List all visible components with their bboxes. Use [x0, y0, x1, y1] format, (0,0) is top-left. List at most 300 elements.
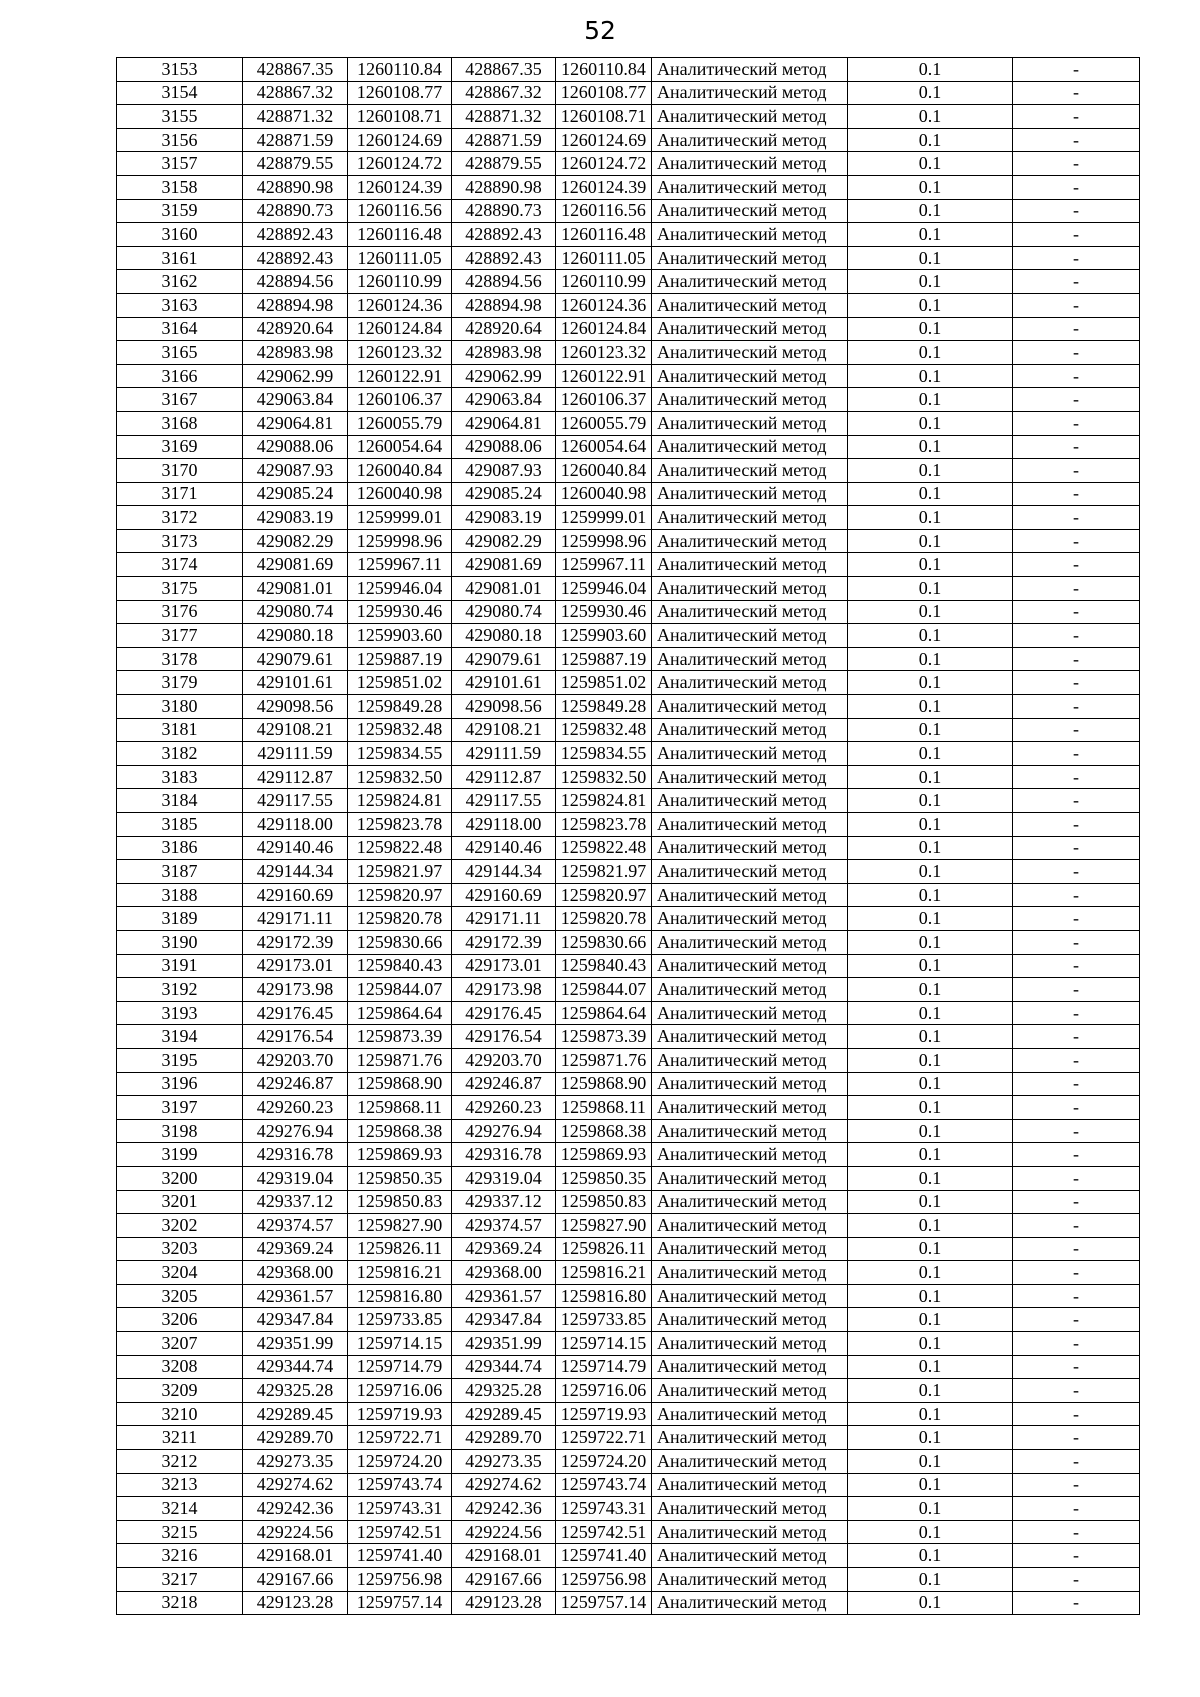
point-number-cell: 3194 [117, 1025, 243, 1049]
y-old-cell: 1259724.20 [348, 1450, 452, 1474]
note-cell: - [1013, 1119, 1140, 1143]
method-cell: Аналитический метод [652, 506, 848, 530]
y-old-cell: 1259871.76 [348, 1048, 452, 1072]
table-row [117, 1166, 1140, 1190]
method-cell: Аналитический метод [652, 175, 848, 199]
y-new-cell: 1260124.84 [556, 317, 652, 341]
y-old-cell: 1260055.79 [348, 411, 452, 435]
x-old-cell: 429087.93 [243, 459, 348, 483]
x-old-cell: 429101.61 [243, 671, 348, 695]
y-old-cell: 1260124.39 [348, 175, 452, 199]
table-row [117, 1001, 1140, 1025]
y-new-cell: 1259849.28 [556, 695, 652, 719]
method-cell: Аналитический метод [652, 860, 848, 884]
accuracy-cell: 0.1 [848, 813, 1013, 837]
table-row [117, 1591, 1140, 1615]
y-old-cell: 1259887.19 [348, 647, 452, 671]
y-new-cell: 1259821.97 [556, 860, 652, 884]
y-new-cell: 1259830.66 [556, 930, 652, 954]
x-old-cell: 429274.62 [243, 1473, 348, 1497]
method-cell: Аналитический метод [652, 1284, 848, 1308]
method-cell: Аналитический метод [652, 600, 848, 624]
accuracy-cell: 0.1 [848, 1119, 1013, 1143]
method-cell: Аналитический метод [652, 388, 848, 412]
y-new-cell: 1259824.81 [556, 789, 652, 813]
note-cell: - [1013, 1166, 1140, 1190]
x-old-cell: 429171.11 [243, 907, 348, 931]
y-old-cell: 1259714.79 [348, 1355, 452, 1379]
x-old-cell: 429369.24 [243, 1237, 348, 1261]
accuracy-cell: 0.1 [848, 978, 1013, 1002]
table-row [117, 1402, 1140, 1426]
y-old-cell: 1259824.81 [348, 789, 452, 813]
table-row [117, 1072, 1140, 1096]
note-cell: - [1013, 954, 1140, 978]
method-cell: Аналитический метод [652, 1497, 848, 1521]
accuracy-cell: 0.1 [848, 1166, 1013, 1190]
y-old-cell: 1259830.66 [348, 930, 452, 954]
accuracy-cell: 0.1 [848, 529, 1013, 553]
y-new-cell: 1259820.78 [556, 907, 652, 931]
note-cell: - [1013, 317, 1140, 341]
y-old-cell: 1260124.36 [348, 293, 452, 317]
y-new-cell: 1259864.64 [556, 1001, 652, 1025]
x-new-cell: 429083.19 [452, 506, 556, 530]
method-cell: Аналитический метод [652, 1096, 848, 1120]
y-old-cell: 1259851.02 [348, 671, 452, 695]
y-new-cell: 1259741.40 [556, 1544, 652, 1568]
x-new-cell: 429123.28 [452, 1591, 556, 1615]
accuracy-cell: 0.1 [848, 836, 1013, 860]
y-old-cell: 1259816.21 [348, 1261, 452, 1285]
y-old-cell: 1259821.97 [348, 860, 452, 884]
x-new-cell: 429203.70 [452, 1048, 556, 1072]
table-row [117, 1520, 1140, 1544]
note-cell: - [1013, 175, 1140, 199]
x-new-cell: 429369.24 [452, 1237, 556, 1261]
y-new-cell: 1259868.38 [556, 1119, 652, 1143]
accuracy-cell: 0.1 [848, 1497, 1013, 1521]
y-new-cell: 1259832.50 [556, 765, 652, 789]
note-cell: - [1013, 1379, 1140, 1403]
note-cell: - [1013, 81, 1140, 105]
x-new-cell: 428890.98 [452, 175, 556, 199]
y-new-cell: 1259887.19 [556, 647, 652, 671]
point-number-cell: 3217 [117, 1568, 243, 1592]
point-number-cell: 3213 [117, 1473, 243, 1497]
y-old-cell: 1259868.90 [348, 1072, 452, 1096]
table-row [117, 223, 1140, 247]
method-cell: Аналитический метод [652, 105, 848, 129]
point-number-cell: 3193 [117, 1001, 243, 1025]
point-number-cell: 3205 [117, 1284, 243, 1308]
note-cell: - [1013, 1426, 1140, 1450]
y-new-cell: 1259742.51 [556, 1520, 652, 1544]
point-number-cell: 3201 [117, 1190, 243, 1214]
point-number-cell: 3160 [117, 223, 243, 247]
table-row [117, 577, 1140, 601]
accuracy-cell: 0.1 [848, 1048, 1013, 1072]
y-new-cell: 1260111.05 [556, 246, 652, 270]
method-cell: Аналитический метод [652, 1190, 848, 1214]
x-new-cell: 429260.23 [452, 1096, 556, 1120]
y-old-cell: 1259840.43 [348, 954, 452, 978]
accuracy-cell: 0.1 [848, 647, 1013, 671]
y-new-cell: 1260040.84 [556, 459, 652, 483]
note-cell: - [1013, 459, 1140, 483]
method-cell: Аналитический метод [652, 81, 848, 105]
y-old-cell: 1259873.39 [348, 1025, 452, 1049]
accuracy-cell: 0.1 [848, 411, 1013, 435]
table-row [117, 860, 1140, 884]
point-number-cell: 3188 [117, 883, 243, 907]
y-new-cell: 1260116.56 [556, 199, 652, 223]
note-cell: - [1013, 341, 1140, 365]
x-new-cell: 429176.54 [452, 1025, 556, 1049]
method-cell: Аналитический метод [652, 765, 848, 789]
x-new-cell: 429160.69 [452, 883, 556, 907]
method-cell: Аналитический метод [652, 128, 848, 152]
note-cell: - [1013, 1497, 1140, 1521]
note-cell: - [1013, 293, 1140, 317]
x-new-cell: 428871.32 [452, 105, 556, 129]
note-cell: - [1013, 1143, 1140, 1167]
y-new-cell: 1260124.69 [556, 128, 652, 152]
point-number-cell: 3191 [117, 954, 243, 978]
table-row [117, 199, 1140, 223]
accuracy-cell: 0.1 [848, 1143, 1013, 1167]
method-cell: Аналитический метод [652, 1166, 848, 1190]
accuracy-cell: 0.1 [848, 58, 1013, 82]
x-old-cell: 429289.70 [243, 1426, 348, 1450]
accuracy-cell: 0.1 [848, 624, 1013, 648]
method-cell: Аналитический метод [652, 1355, 848, 1379]
y-old-cell: 1259757.14 [348, 1591, 452, 1615]
table-row [117, 1261, 1140, 1285]
accuracy-cell: 0.1 [848, 1473, 1013, 1497]
accuracy-cell: 0.1 [848, 765, 1013, 789]
x-new-cell: 429276.94 [452, 1119, 556, 1143]
note-cell: - [1013, 529, 1140, 553]
method-cell: Аналитический метод [652, 317, 848, 341]
table-body [117, 58, 1140, 1615]
note-cell: - [1013, 1190, 1140, 1214]
table-row [117, 1143, 1140, 1167]
table-row [117, 1237, 1140, 1261]
point-number-cell: 3161 [117, 246, 243, 270]
note-cell: - [1013, 1450, 1140, 1474]
point-number-cell: 3176 [117, 600, 243, 624]
y-new-cell: 1260054.64 [556, 435, 652, 459]
y-new-cell: 1259967.11 [556, 553, 652, 577]
table-row [117, 317, 1140, 341]
x-new-cell: 428871.59 [452, 128, 556, 152]
y-old-cell: 1260124.72 [348, 152, 452, 176]
point-number-cell: 3196 [117, 1072, 243, 1096]
note-cell: - [1013, 1520, 1140, 1544]
y-new-cell: 1259822.48 [556, 836, 652, 860]
method-cell: Аналитический метод [652, 341, 848, 365]
x-old-cell: 429080.74 [243, 600, 348, 624]
method-cell: Аналитический метод [652, 1568, 848, 1592]
note-cell: - [1013, 695, 1140, 719]
y-old-cell: 1259827.90 [348, 1214, 452, 1238]
y-old-cell: 1259850.35 [348, 1166, 452, 1190]
x-old-cell: 429361.57 [243, 1284, 348, 1308]
x-old-cell: 428867.32 [243, 81, 348, 105]
x-new-cell: 428983.98 [452, 341, 556, 365]
method-cell: Аналитический метод [652, 293, 848, 317]
y-old-cell: 1260122.91 [348, 364, 452, 388]
x-new-cell: 429087.93 [452, 459, 556, 483]
y-new-cell: 1259827.90 [556, 1214, 652, 1238]
x-old-cell: 429260.23 [243, 1096, 348, 1120]
y-new-cell: 1260055.79 [556, 411, 652, 435]
x-old-cell: 429319.04 [243, 1166, 348, 1190]
y-old-cell: 1260108.71 [348, 105, 452, 129]
accuracy-cell: 0.1 [848, 1214, 1013, 1238]
y-old-cell: 1260110.84 [348, 58, 452, 82]
y-old-cell: 1259742.51 [348, 1520, 452, 1544]
y-new-cell: 1260116.48 [556, 223, 652, 247]
y-old-cell: 1259743.74 [348, 1473, 452, 1497]
method-cell: Аналитический метод [652, 813, 848, 837]
y-old-cell: 1260040.98 [348, 482, 452, 506]
x-old-cell: 429273.35 [243, 1450, 348, 1474]
accuracy-cell: 0.1 [848, 246, 1013, 270]
method-cell: Аналитический метод [652, 246, 848, 270]
y-old-cell: 1259741.40 [348, 1544, 452, 1568]
point-number-cell: 3166 [117, 364, 243, 388]
accuracy-cell: 0.1 [848, 1355, 1013, 1379]
point-number-cell: 3173 [117, 529, 243, 553]
x-new-cell: 429168.01 [452, 1544, 556, 1568]
x-old-cell: 429344.74 [243, 1355, 348, 1379]
note-cell: - [1013, 765, 1140, 789]
accuracy-cell: 0.1 [848, 105, 1013, 129]
y-old-cell: 1259820.78 [348, 907, 452, 931]
method-cell: Аналитический метод [652, 435, 848, 459]
y-new-cell: 1260123.32 [556, 341, 652, 365]
x-new-cell: 428879.55 [452, 152, 556, 176]
x-new-cell: 428867.32 [452, 81, 556, 105]
method-cell: Аналитический метод [652, 1214, 848, 1238]
accuracy-cell: 0.1 [848, 1379, 1013, 1403]
y-old-cell: 1259999.01 [348, 506, 452, 530]
method-cell: Аналитический метод [652, 978, 848, 1002]
accuracy-cell: 0.1 [848, 1001, 1013, 1025]
x-new-cell: 428892.43 [452, 223, 556, 247]
accuracy-cell: 0.1 [848, 435, 1013, 459]
table-row [117, 1025, 1140, 1049]
y-old-cell: 1259868.38 [348, 1119, 452, 1143]
y-new-cell: 1259733.85 [556, 1308, 652, 1332]
table-row [117, 883, 1140, 907]
method-cell: Аналитический метод [652, 1048, 848, 1072]
point-number-cell: 3167 [117, 388, 243, 412]
accuracy-cell: 0.1 [848, 1261, 1013, 1285]
x-new-cell: 429351.99 [452, 1332, 556, 1356]
note-cell: - [1013, 58, 1140, 82]
y-old-cell: 1259822.48 [348, 836, 452, 860]
point-number-cell: 3206 [117, 1308, 243, 1332]
note-cell: - [1013, 506, 1140, 530]
table-row [117, 105, 1140, 129]
point-number-cell: 3197 [117, 1096, 243, 1120]
x-new-cell: 429144.34 [452, 860, 556, 884]
x-new-cell: 429062.99 [452, 364, 556, 388]
x-old-cell: 429112.87 [243, 765, 348, 789]
note-cell: - [1013, 1261, 1140, 1285]
note-cell: - [1013, 435, 1140, 459]
point-number-cell: 3177 [117, 624, 243, 648]
accuracy-cell: 0.1 [848, 860, 1013, 884]
table-row [117, 1048, 1140, 1072]
y-old-cell: 1259864.64 [348, 1001, 452, 1025]
x-old-cell: 429168.01 [243, 1544, 348, 1568]
x-old-cell: 429123.28 [243, 1591, 348, 1615]
table-row [117, 1355, 1140, 1379]
y-new-cell: 1259757.14 [556, 1591, 652, 1615]
table-row [117, 58, 1140, 82]
table-row [117, 506, 1140, 530]
note-cell: - [1013, 246, 1140, 270]
point-number-cell: 3183 [117, 765, 243, 789]
table-row [117, 1473, 1140, 1497]
point-number-cell: 3192 [117, 978, 243, 1002]
point-number-cell: 3195 [117, 1048, 243, 1072]
y-new-cell: 1259823.78 [556, 813, 652, 837]
x-old-cell: 429203.70 [243, 1048, 348, 1072]
table-row [117, 435, 1140, 459]
y-new-cell: 1260040.98 [556, 482, 652, 506]
y-old-cell: 1260106.37 [348, 388, 452, 412]
method-cell: Аналитический метод [652, 577, 848, 601]
point-number-cell: 3162 [117, 270, 243, 294]
y-new-cell: 1259716.06 [556, 1379, 652, 1403]
point-number-cell: 3218 [117, 1591, 243, 1615]
table-row [117, 1308, 1140, 1332]
note-cell: - [1013, 813, 1140, 837]
note-cell: - [1013, 223, 1140, 247]
y-new-cell: 1260108.71 [556, 105, 652, 129]
table-row [117, 553, 1140, 577]
method-cell: Аналитический метод [652, 223, 848, 247]
x-new-cell: 429088.06 [452, 435, 556, 459]
y-old-cell: 1260040.84 [348, 459, 452, 483]
note-cell: - [1013, 624, 1140, 648]
x-new-cell: 429172.39 [452, 930, 556, 954]
y-new-cell: 1260124.72 [556, 152, 652, 176]
x-old-cell: 429118.00 [243, 813, 348, 837]
x-new-cell: 429319.04 [452, 1166, 556, 1190]
method-cell: Аналитический метод [652, 553, 848, 577]
y-old-cell: 1259844.07 [348, 978, 452, 1002]
point-number-cell: 3163 [117, 293, 243, 317]
note-cell: - [1013, 1096, 1140, 1120]
x-old-cell: 428890.73 [243, 199, 348, 223]
point-number-cell: 3174 [117, 553, 243, 577]
point-number-cell: 3179 [117, 671, 243, 695]
y-new-cell: 1259756.98 [556, 1568, 652, 1592]
x-old-cell: 428867.35 [243, 58, 348, 82]
accuracy-cell: 0.1 [848, 1072, 1013, 1096]
y-new-cell: 1259871.76 [556, 1048, 652, 1072]
note-cell: - [1013, 930, 1140, 954]
accuracy-cell: 0.1 [848, 1190, 1013, 1214]
y-old-cell: 1259733.85 [348, 1308, 452, 1332]
x-old-cell: 429325.28 [243, 1379, 348, 1403]
method-cell: Аналитический метод [652, 624, 848, 648]
accuracy-cell: 0.1 [848, 293, 1013, 317]
point-number-cell: 3204 [117, 1261, 243, 1285]
accuracy-cell: 0.1 [848, 954, 1013, 978]
x-old-cell: 429337.12 [243, 1190, 348, 1214]
method-cell: Аналитический метод [652, 742, 848, 766]
table-row [117, 1190, 1140, 1214]
x-old-cell: 429173.98 [243, 978, 348, 1002]
table-row [117, 954, 1140, 978]
table-row [117, 81, 1140, 105]
y-old-cell: 1260124.69 [348, 128, 452, 152]
table-row [117, 1332, 1140, 1356]
x-new-cell: 429368.00 [452, 1261, 556, 1285]
point-number-cell: 3211 [117, 1426, 243, 1450]
accuracy-cell: 0.1 [848, 1568, 1013, 1592]
note-cell: - [1013, 1237, 1140, 1261]
x-old-cell: 429160.69 [243, 883, 348, 907]
method-cell: Аналитический метод [652, 529, 848, 553]
table-row [117, 1214, 1140, 1238]
y-old-cell: 1259946.04 [348, 577, 452, 601]
y-old-cell: 1259816.80 [348, 1284, 452, 1308]
x-old-cell: 428871.59 [243, 128, 348, 152]
y-new-cell: 1259869.93 [556, 1143, 652, 1167]
y-new-cell: 1260110.84 [556, 58, 652, 82]
y-new-cell: 1259743.74 [556, 1473, 652, 1497]
note-cell: - [1013, 577, 1140, 601]
y-new-cell: 1259930.46 [556, 600, 652, 624]
method-cell: Аналитический метод [652, 364, 848, 388]
accuracy-cell: 0.1 [848, 482, 1013, 506]
x-new-cell: 429173.98 [452, 978, 556, 1002]
x-old-cell: 429144.34 [243, 860, 348, 884]
accuracy-cell: 0.1 [848, 223, 1013, 247]
note-cell: - [1013, 1473, 1140, 1497]
point-number-cell: 3171 [117, 482, 243, 506]
table-row [117, 1568, 1140, 1592]
y-new-cell: 1259868.11 [556, 1096, 652, 1120]
x-new-cell: 429246.87 [452, 1072, 556, 1096]
note-cell: - [1013, 1355, 1140, 1379]
x-new-cell: 429118.00 [452, 813, 556, 837]
accuracy-cell: 0.1 [848, 506, 1013, 530]
x-new-cell: 429112.87 [452, 765, 556, 789]
method-cell: Аналитический метод [652, 1001, 848, 1025]
table-row [117, 695, 1140, 719]
y-new-cell: 1259868.90 [556, 1072, 652, 1096]
x-new-cell: 429140.46 [452, 836, 556, 860]
x-old-cell: 429316.78 [243, 1143, 348, 1167]
method-cell: Аналитический метод [652, 1119, 848, 1143]
y-old-cell: 1259832.50 [348, 765, 452, 789]
x-new-cell: 429344.74 [452, 1355, 556, 1379]
y-new-cell: 1259998.96 [556, 529, 652, 553]
note-cell: - [1013, 388, 1140, 412]
accuracy-cell: 0.1 [848, 789, 1013, 813]
x-old-cell: 429064.81 [243, 411, 348, 435]
x-old-cell: 428890.98 [243, 175, 348, 199]
